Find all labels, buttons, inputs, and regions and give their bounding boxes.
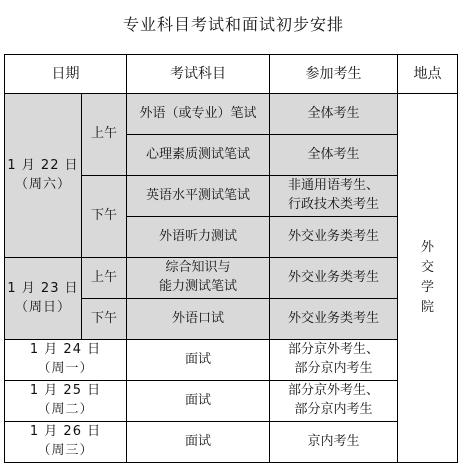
header-candidates: 参加考生 bbox=[270, 55, 398, 94]
period-cell: 下午 bbox=[82, 176, 127, 258]
subject-cell: 心理素质测试笔试 bbox=[127, 135, 270, 176]
candidates-cell: 全体考生 bbox=[270, 94, 398, 135]
subject-cell: 外语口试 bbox=[127, 299, 270, 340]
candidates-cell: 外交业务类考生 bbox=[270, 217, 398, 258]
candidates-cell bbox=[270, 340, 398, 381]
date-text: 1 月 25 日 bbox=[29, 383, 102, 399]
weekday-text: （周日） bbox=[14, 299, 71, 315]
weekday-text: （周六） bbox=[14, 176, 71, 192]
weekday-text: （周一） bbox=[37, 361, 94, 376]
subject-cell: 外语（或专业）笔试 bbox=[127, 94, 270, 135]
candidates-cell: 外交业务类考生 bbox=[270, 258, 398, 299]
subject-cell: 面试 bbox=[127, 340, 270, 381]
candidates-line: 非通用语考生、 bbox=[287, 178, 379, 194]
page-title: 专业科目考试和面试初步安排 bbox=[122, 15, 344, 34]
header-row bbox=[5, 55, 458, 94]
date-cell bbox=[5, 258, 82, 340]
date-cell bbox=[5, 381, 127, 422]
candidates-line: 部分京内考生 bbox=[294, 402, 373, 417]
header-subject: 考试科目 bbox=[127, 55, 270, 94]
weekday-text: （周三） bbox=[37, 443, 94, 458]
candidates-line: 行政技术类考生 bbox=[287, 197, 379, 212]
candidates-line: 部分京内考生 bbox=[294, 361, 373, 376]
date-text: 1 月 22 日 bbox=[7, 157, 79, 173]
subject-cell: 英语水平测试笔试 bbox=[127, 176, 270, 217]
candidates-cell: 全体考生 bbox=[270, 135, 398, 176]
candidates-cell bbox=[270, 381, 398, 422]
subject-line: 能力测试笔试 bbox=[158, 279, 237, 294]
location-text: 外交学院 bbox=[420, 239, 434, 316]
candidates-line: 部分京外考生、 bbox=[287, 342, 379, 358]
weekday-text: （周二） bbox=[37, 402, 94, 417]
table-row bbox=[5, 340, 458, 381]
header-location: 地点 bbox=[398, 55, 458, 94]
subject-cell: 面试 bbox=[127, 381, 270, 422]
period-cell: 上午 bbox=[82, 258, 127, 299]
date-cell bbox=[5, 94, 82, 258]
table-row bbox=[5, 422, 458, 463]
table-row bbox=[5, 381, 458, 422]
schedule-table bbox=[4, 54, 458, 463]
subject-cell bbox=[127, 258, 270, 299]
date-text: 1 月 24 日 bbox=[29, 342, 102, 358]
period-cell: 上午 bbox=[82, 94, 127, 176]
subject-cell: 面试 bbox=[127, 422, 270, 463]
date-cell bbox=[5, 340, 127, 381]
candidates-cell bbox=[270, 176, 398, 217]
table-row bbox=[5, 258, 458, 299]
date-text: 1 月 26 日 bbox=[29, 424, 102, 440]
location-cell bbox=[398, 94, 458, 463]
date-text: 1 月 23 日 bbox=[7, 280, 79, 296]
candidates-line: 部分京外考生、 bbox=[287, 383, 379, 399]
header-date: 日期 bbox=[5, 55, 127, 94]
date-cell bbox=[5, 422, 127, 463]
subject-cell: 外语听力测试 bbox=[127, 217, 270, 258]
subject-line: 综合知识与 bbox=[165, 260, 231, 276]
period-cell: 下午 bbox=[82, 299, 127, 340]
table-row bbox=[5, 94, 458, 135]
candidates-cell: 京内考生 bbox=[270, 422, 398, 463]
candidates-cell: 外交业务类考生 bbox=[270, 299, 398, 340]
